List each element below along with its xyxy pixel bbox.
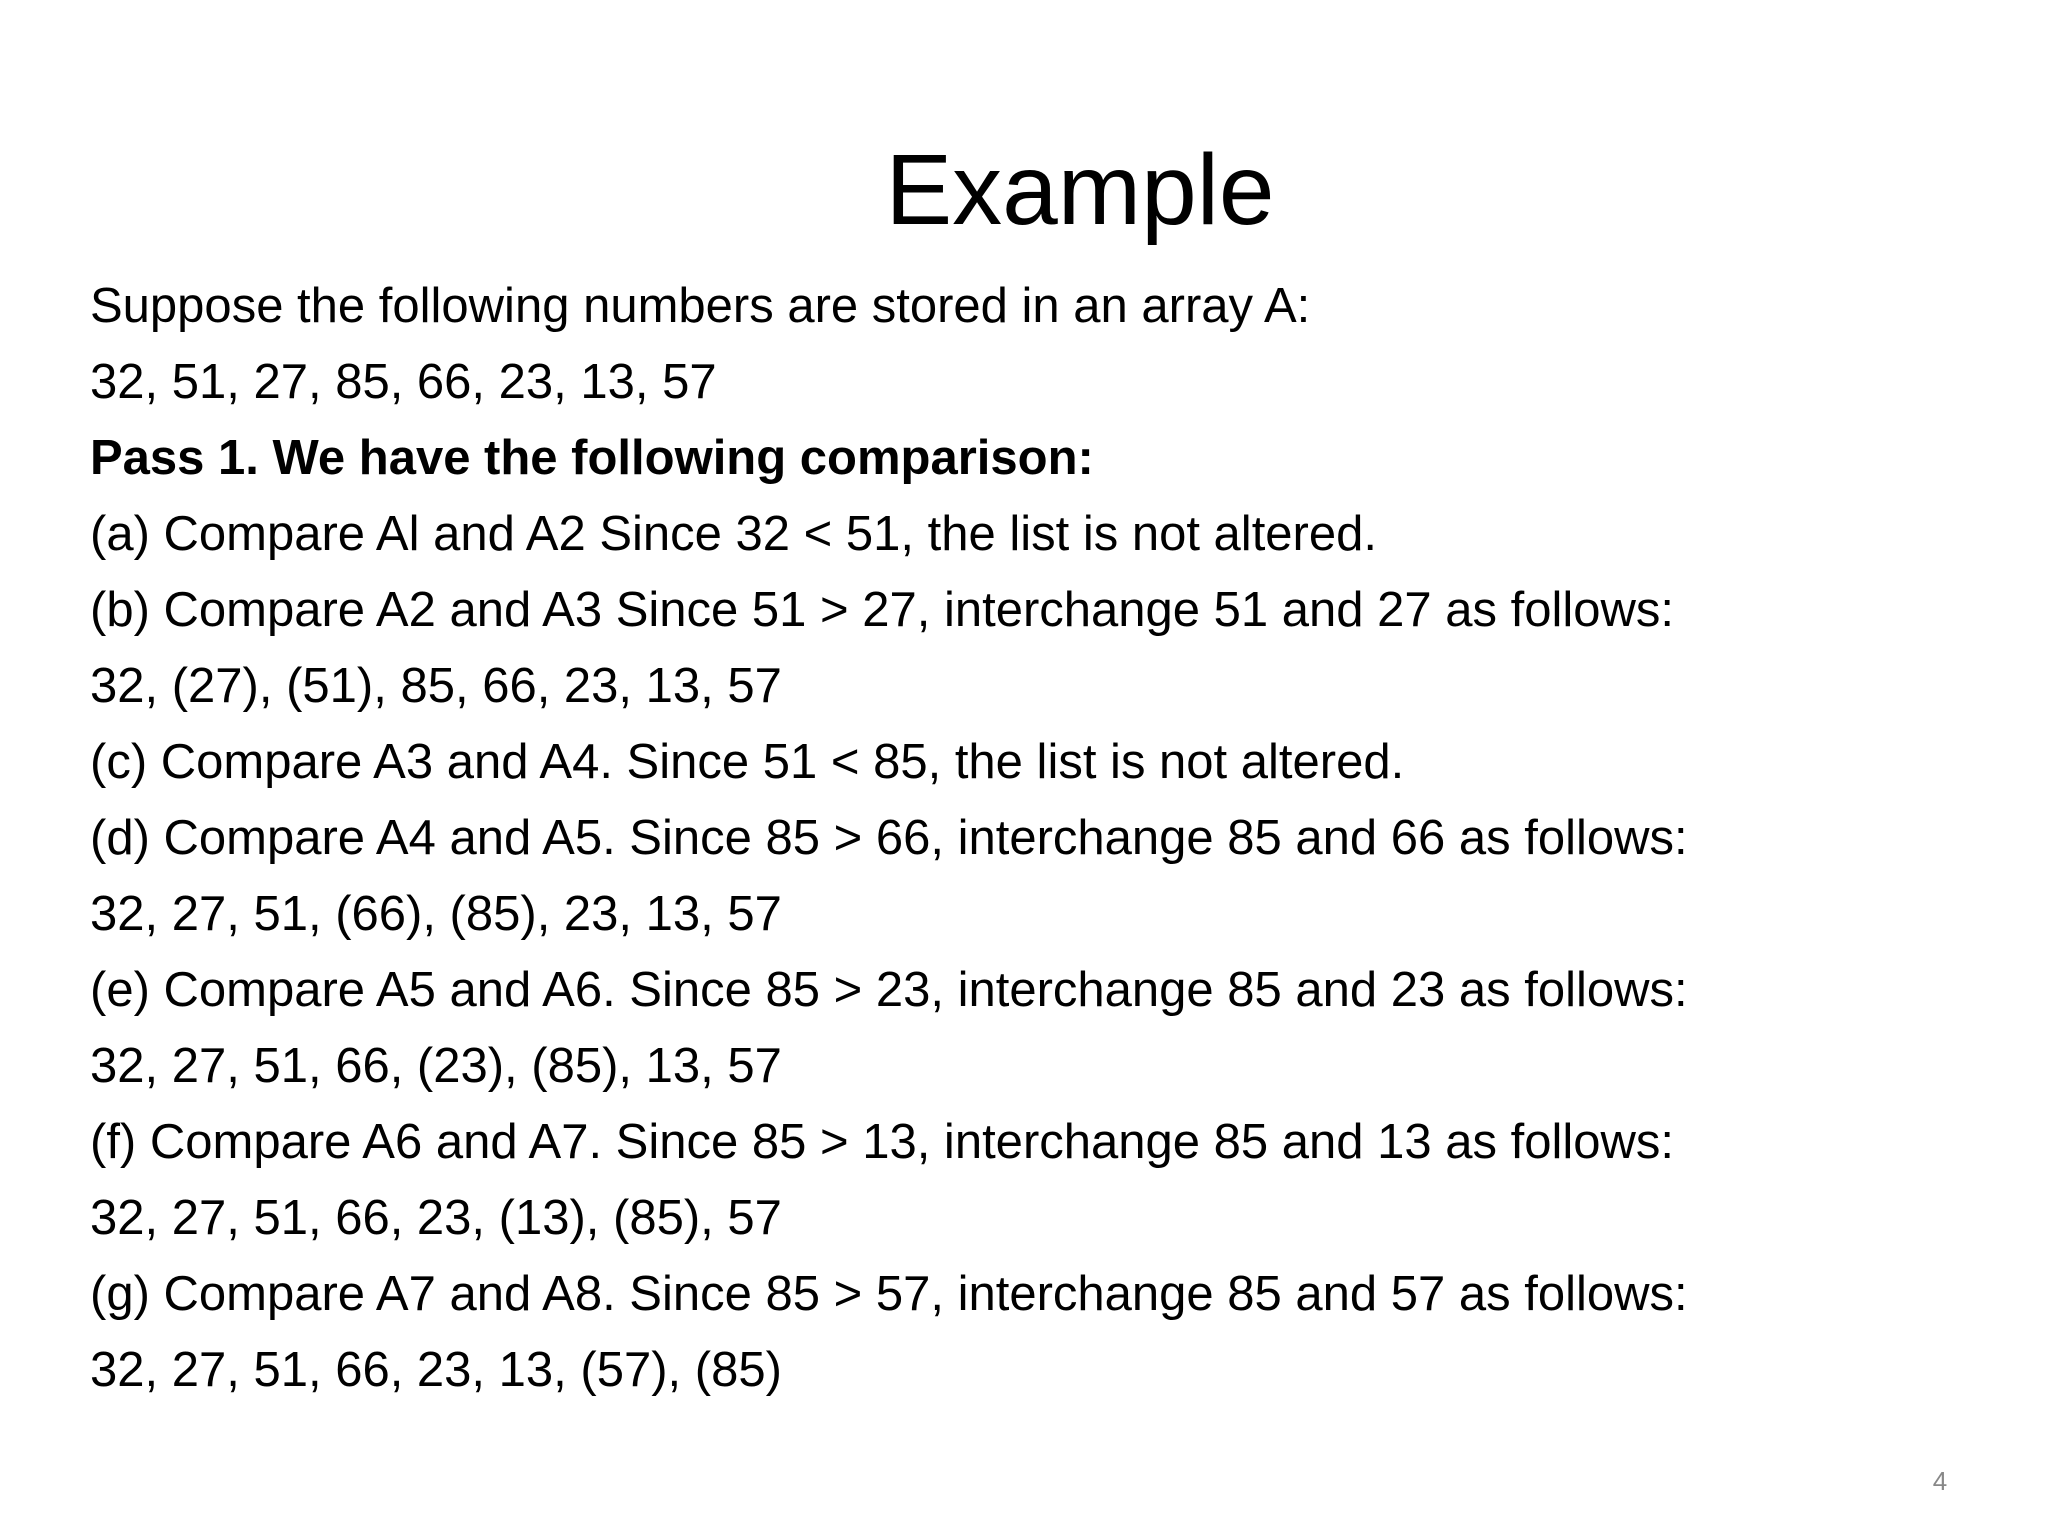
pass-heading: Pass 1. We have the following comparison: [90, 431, 1094, 485]
body-line: 32, 27, 51, (66), (85), 23, 13, 57 [90, 887, 782, 941]
body-line: 32, 27, 51, 66, 23, (13), (85), 57 [90, 1191, 782, 1245]
body-line: 32, (27), (51), 85, 66, 23, 13, 57 [90, 659, 782, 713]
slide-body [90, 268, 1990, 1408]
body-line: 32, 27, 51, 66, 23, 13, (57), (85) [90, 1343, 782, 1397]
body-line: (g) Compare A7 and A8. Since 85 > 57, interchange 85 and 57 as follows: [90, 1267, 1688, 1321]
body-line: (f) Compare A6 and A7. Since 85 > 13, interchange 85 and 13 as follows: [90, 1115, 1674, 1169]
slide-title: Example [885, 134, 1275, 246]
body-line: 32, 27, 51, 66, (23), (85), 13, 57 [90, 1039, 782, 1093]
page-number: 4 [1932, 1466, 1948, 1496]
body-line: Suppose the following numbers are stored in an array A: [90, 279, 1311, 333]
body-line: 32, 51, 27, 85, 66, 23, 13, 57 [90, 355, 717, 409]
body-line: (d) Compare A4 and A5. Since 85 > 66, interchange 85 and 66 as follows: [90, 811, 1688, 865]
body-line: (b) Compare A2 and A3 Since 51 > 27, interchange 51 and 27 as follows: [90, 583, 1675, 637]
body-line: (a) Compare Al and A2 Since 32 < 51, the list is not altered. [90, 507, 1377, 561]
body-line: (e) Compare A5 and A6. Since 85 > 23, interchange 85 and 23 as follows: [90, 963, 1688, 1017]
body-line: (c) Compare A3 and A4. Since 51 < 85, the list is not altered. [90, 735, 1405, 789]
